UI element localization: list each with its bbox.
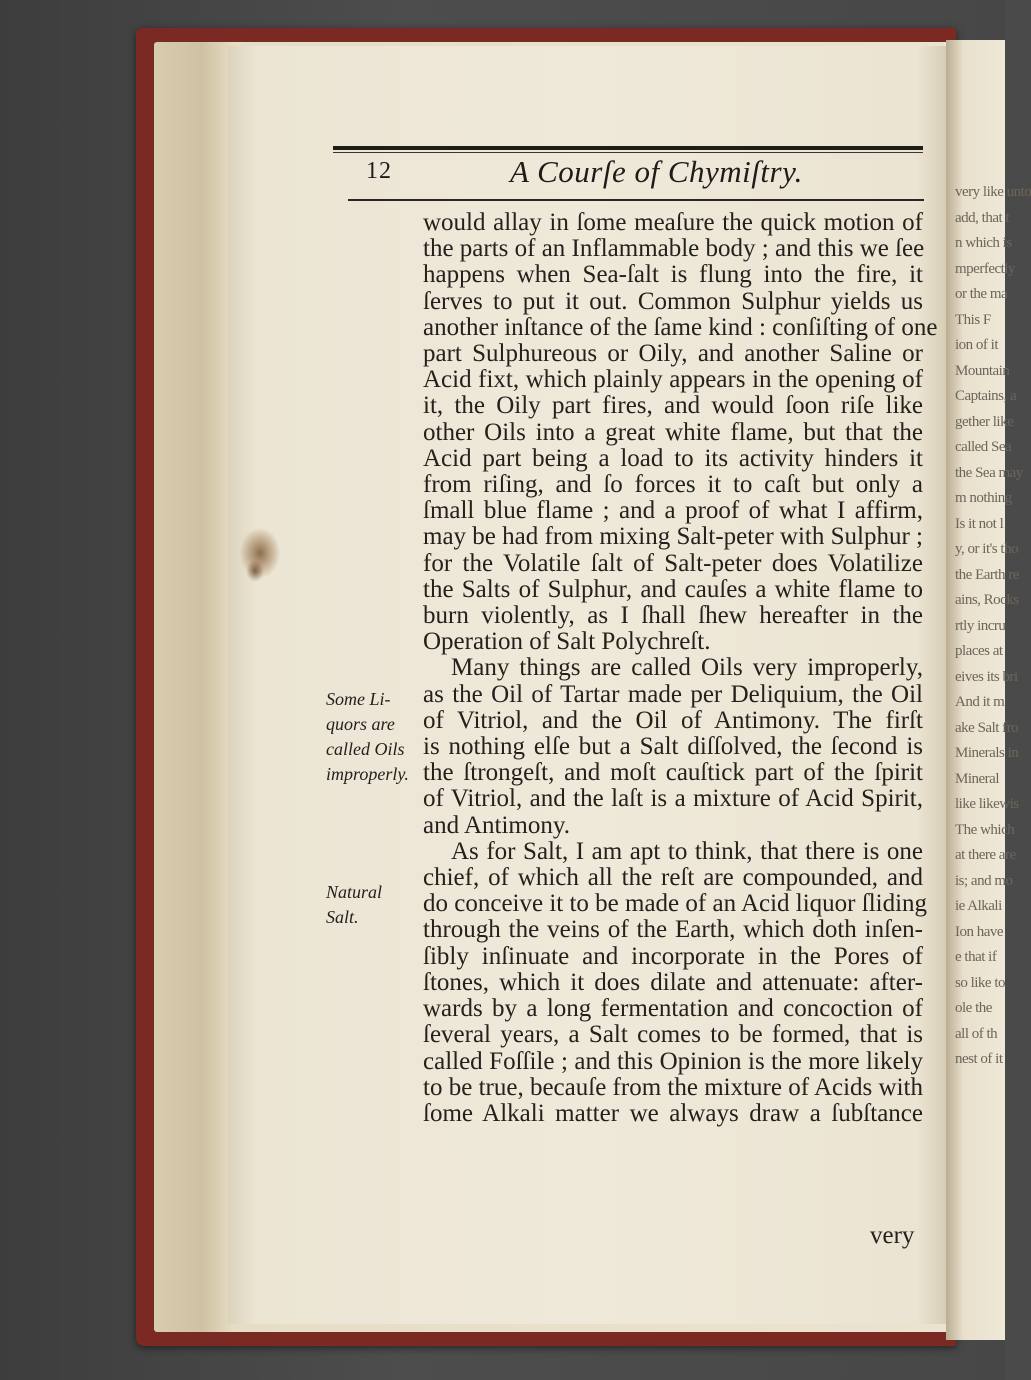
text-line: ſmall blue flame ; and a proof of what I affirm, <box>423 497 923 525</box>
margin-note-oils <box>326 687 418 787</box>
facing-text-line: or the ma <box>955 286 1008 302</box>
facing-page-text <box>946 40 1031 1073</box>
facing-text-line: the Sea may <box>955 464 1023 481</box>
text-line: As for Salt, I am apt to think, that there is one <box>451 837 923 865</box>
facing-text-line: ie Alkali <box>955 898 1002 914</box>
margin-note-line: called Oils <box>326 739 405 759</box>
facing-text-line: ains, Rocks <box>955 592 1019 608</box>
facing-text-line: the Earth re <box>955 566 1019 583</box>
facing-text-line: all of th <box>955 1025 998 1042</box>
margin-note-line: quors are <box>326 714 395 734</box>
facing-text-line: Minerals in <box>955 745 1019 761</box>
text-line: ſeveral years, a Salt comes to be formed, that is <box>423 1021 923 1049</box>
margin-note-line: improperly. <box>326 764 409 784</box>
facing-text-line: ake Salt fro <box>955 719 1019 736</box>
body-text <box>423 209 938 1127</box>
facing-text-line: nest of it <box>955 1051 1003 1067</box>
facing-text-line: m nothing <box>955 490 1012 506</box>
facing-text-line: The which <box>955 821 1015 838</box>
facing-text-line: rtly incru <box>955 617 1006 634</box>
margin-note-salt <box>326 880 406 930</box>
text-line: for the Volatile ſalt of Salt-peter does Volatilize <box>423 549 923 577</box>
paper-stain <box>246 560 264 582</box>
facing-text-line: at there are <box>955 847 1016 863</box>
facing-text-line: n which is <box>955 235 1012 251</box>
facing-text-line: ole the <box>955 1000 992 1016</box>
running-title: A Courſe of Chymiſtry. <box>510 154 803 189</box>
text-line: would allay in ſome meaſure the quick motion of <box>423 209 923 236</box>
facing-text-line: is; and mo <box>955 872 1013 889</box>
text-line: happens when Sea-ſalt is flung into the fire, it <box>423 261 923 289</box>
text-line: another inſtance of the ſame kind : conſiſting of one <box>423 313 938 341</box>
text-line: the Salts of Sulphur, and cauſes a white flame to <box>423 575 923 603</box>
facing-text-line: Is it not l <box>955 515 1004 532</box>
text-line: wards by a long fermentation and concoction of <box>423 995 923 1023</box>
text-line: the ſtrongeſt, and moſt cauſtick part of the ſpirit <box>423 759 923 787</box>
text-line: called Foſſile ; and this Opinion is the more likely <box>423 1047 923 1075</box>
page-number: 12 <box>366 158 392 184</box>
text-line: ſome Alkali matter we always draw a ſubſtance <box>423 1099 923 1127</box>
margin-note-line: Natural <box>326 882 383 902</box>
text-line: as the Oil of Tartar made per Deliquium, the Oil <box>423 680 923 708</box>
catch-word: very <box>870 1222 915 1249</box>
facing-text-line: gether like <box>955 413 1014 430</box>
margin-note-line: Some Li- <box>326 689 391 709</box>
text-line: of Vitriol, and the laſt is a mixture of Acid Spirit, <box>423 785 923 813</box>
facing-text-line: e that if <box>955 949 997 965</box>
facing-text-line: very like unto <box>955 184 1031 200</box>
text-line: and Antimony. <box>423 811 570 839</box>
margin-note-line: Salt. <box>326 907 359 927</box>
text-line: part Sulphureous or Oily, and another Saline or <box>423 340 923 368</box>
text-line: burn violently, as I ſhall ſhew hereafter in the <box>423 602 923 630</box>
facing-text-line: eives its bri <box>955 668 1018 685</box>
facing-text-line: Captains, a <box>955 388 1017 404</box>
facing-text-line: like likewis <box>955 796 1019 812</box>
header-rule-top <box>333 146 923 150</box>
text-line: Many things are called Oils very improperly, <box>451 654 923 682</box>
text-line: of Vitriol, and the Oil of Antimony. The firſt <box>423 706 923 734</box>
text-line: is nothing elſe but a Salt diſſolved, the ſecond is <box>423 733 923 761</box>
facing-text-line: Ion have <box>955 923 1004 940</box>
header-rule-bottom <box>348 199 924 201</box>
text-line: ſerves to put it out. Common Sulphur yields us <box>423 287 923 315</box>
text-line: do conceive it to be made of an Acid liquor ſliding <box>423 890 928 918</box>
facing-text-line: ion of it <box>955 337 998 353</box>
header-rule-top-thin <box>333 152 923 153</box>
facing-text-line: y, or it's tho <box>955 541 1019 557</box>
text-line: chief, of which all the reſt are compounded, and <box>423 864 923 892</box>
text-line: may be had from mixing Salt-peter with Sulphur ; <box>423 523 923 551</box>
facing-text-line: so like to <box>955 974 1005 991</box>
text-line: Acid fixt, which plainly appears in the opening of <box>423 366 923 394</box>
text-line: ſtones, which it does dilate and attenuate: after- <box>423 968 923 996</box>
text-line: Acid part being a load to its activity hinders it <box>423 444 923 472</box>
facing-page <box>946 40 1031 1340</box>
facing-text-line: add, that t <box>955 209 1010 226</box>
facing-text-line: places at <box>955 643 1003 659</box>
facing-text-line: And it m <box>955 694 1005 710</box>
text-line: other Oils into a great white flame, but that the <box>423 418 923 446</box>
facing-text-line: mperfectly <box>955 260 1015 277</box>
text-line: ſibly inſinuate and incorporate in the Pores of <box>423 942 923 970</box>
text-line: the parts of an Inflammable body ; and this we ſee <box>423 235 925 263</box>
text-line: through the veins of the Earth, which doth inſen- <box>423 916 923 944</box>
text-line: it, the Oily part fires, and would ſoon riſe like <box>423 392 923 420</box>
facing-text-line: Mineral <box>955 770 999 787</box>
facing-text-line: Mountain <box>955 362 1010 379</box>
text-line: to be true, becauſe from the mixture of Acids with <box>423 1073 923 1101</box>
text-line: from riſing, and ſo forces it to caſt but only a <box>423 471 923 499</box>
facing-text-line: called Sea <box>955 439 1012 455</box>
facing-text-line: This F <box>955 311 991 328</box>
text-line: Operation of Salt Polychreſt. <box>423 628 711 656</box>
